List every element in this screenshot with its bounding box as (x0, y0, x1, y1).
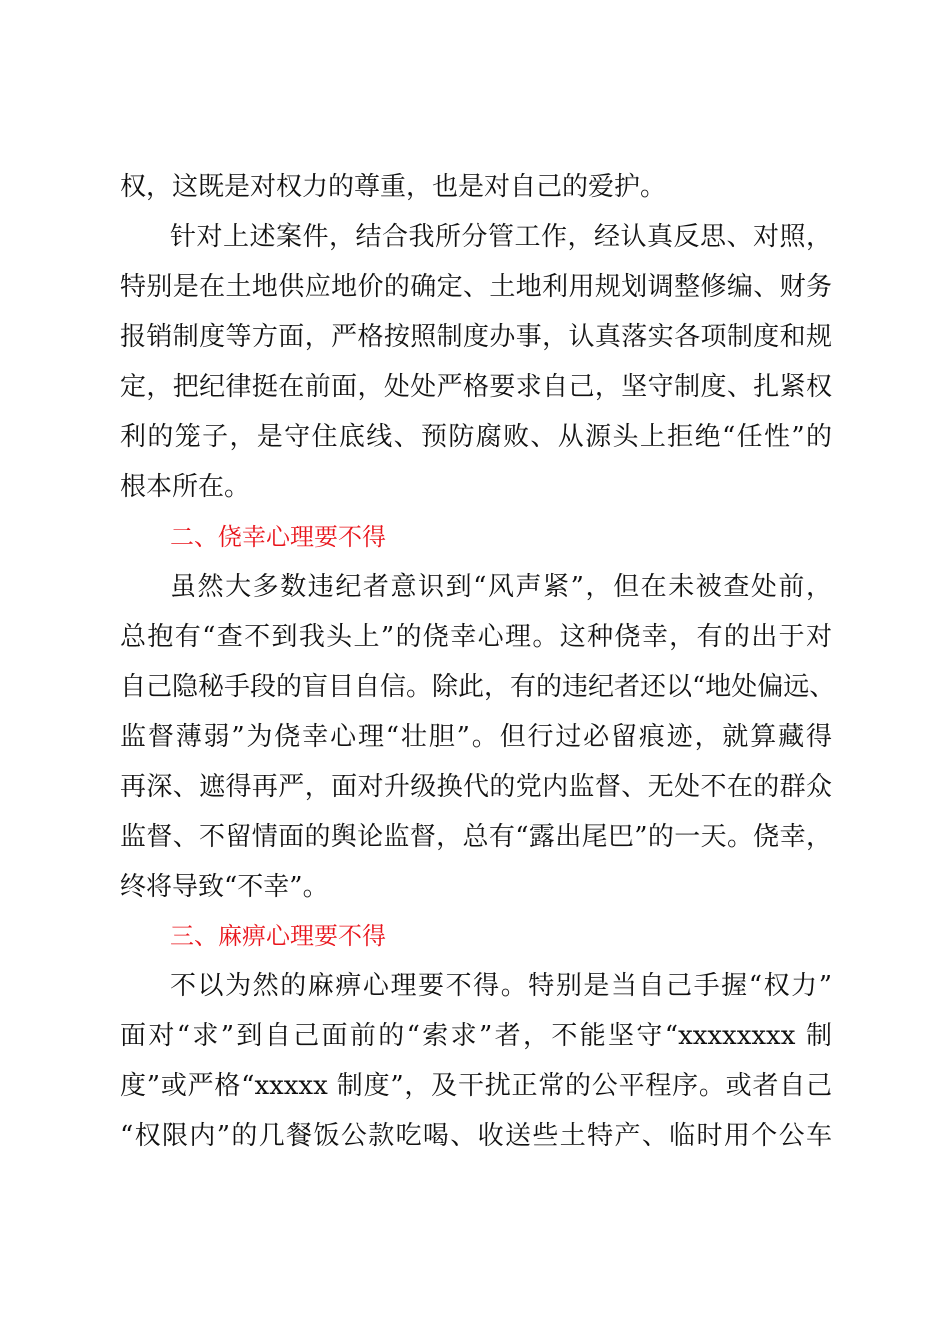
paragraph-3-line-5: 再深、遮得再严，面对升级换代的党内监督、无处不在的群众 (120, 772, 832, 802)
paragraph-3-line-7: 终将导致“不幸”。 (120, 872, 329, 902)
paragraph-2-line-6: 根本所在。 (120, 472, 251, 502)
paragraph-4-line-4: “权限内”的几餐饭公款吃喝、收送些土特产、临时用个公车 (120, 1121, 832, 1151)
paragraph-2-line-2: 特别是在土地供应地价的确定、土地利用规划调整修编、财务 (120, 272, 832, 302)
paragraph-3-line-4: 监督薄弱”为侥幸心理“壮胆”。但行过必留痕迹，就算藏得 (120, 722, 832, 752)
paragraph-3-line-3: 自己隐秘手段的盲目自信。除此，有的违纪者还以“地处偏远、 (120, 672, 836, 702)
paragraph-2-line-3: 报销制度等方面，严格按照制度办事，认真落实各项制度和规 (120, 322, 832, 352)
paragraph-3-line-1: 虽然大多数违纪者意识到“风声紧”，但在未被查处前， (170, 572, 832, 602)
paragraph-4-line-2: 面对“求”到自己面前的“索求”者，不能坚守“xxxxxxxx 制 (120, 1021, 832, 1051)
paragraph-1-line-1: 权，这既是对权力的尊重，也是对自己的爱护。 (120, 172, 667, 202)
paragraph-3-line-6: 监督、不留情面的舆论监督，总有“露出尾巴”的一天。侥幸， (120, 822, 832, 852)
paragraph-2-line-4: 定，把纪律挺在前面，处处严格要求自己，坚守制度、扎紧权 (120, 372, 832, 402)
section-heading-2: 二、侥幸心理要不得 (170, 523, 386, 551)
paragraph-2-line-1: 针对上述案件，结合我所分管工作，经认真反思、对照， (170, 222, 832, 252)
paragraph-2-line-5: 利的笼子，是守住底线、预防腐败、从源头上拒绝“任性”的 (120, 422, 832, 452)
paragraph-4-line-3: 度”或严格“xxxxx 制度”，及干扰正常的公平程序。或者自己 (120, 1071, 832, 1101)
paragraph-4-line-1: 不以为然的麻痹心理要不得。特别是当自己手握“权力” (170, 971, 832, 1001)
paragraph-3-line-2: 总抱有“查不到我头上”的侥幸心理。这种侥幸，有的出于对 (120, 622, 832, 652)
section-heading-3: 三、麻痹心理要不得 (170, 922, 386, 950)
